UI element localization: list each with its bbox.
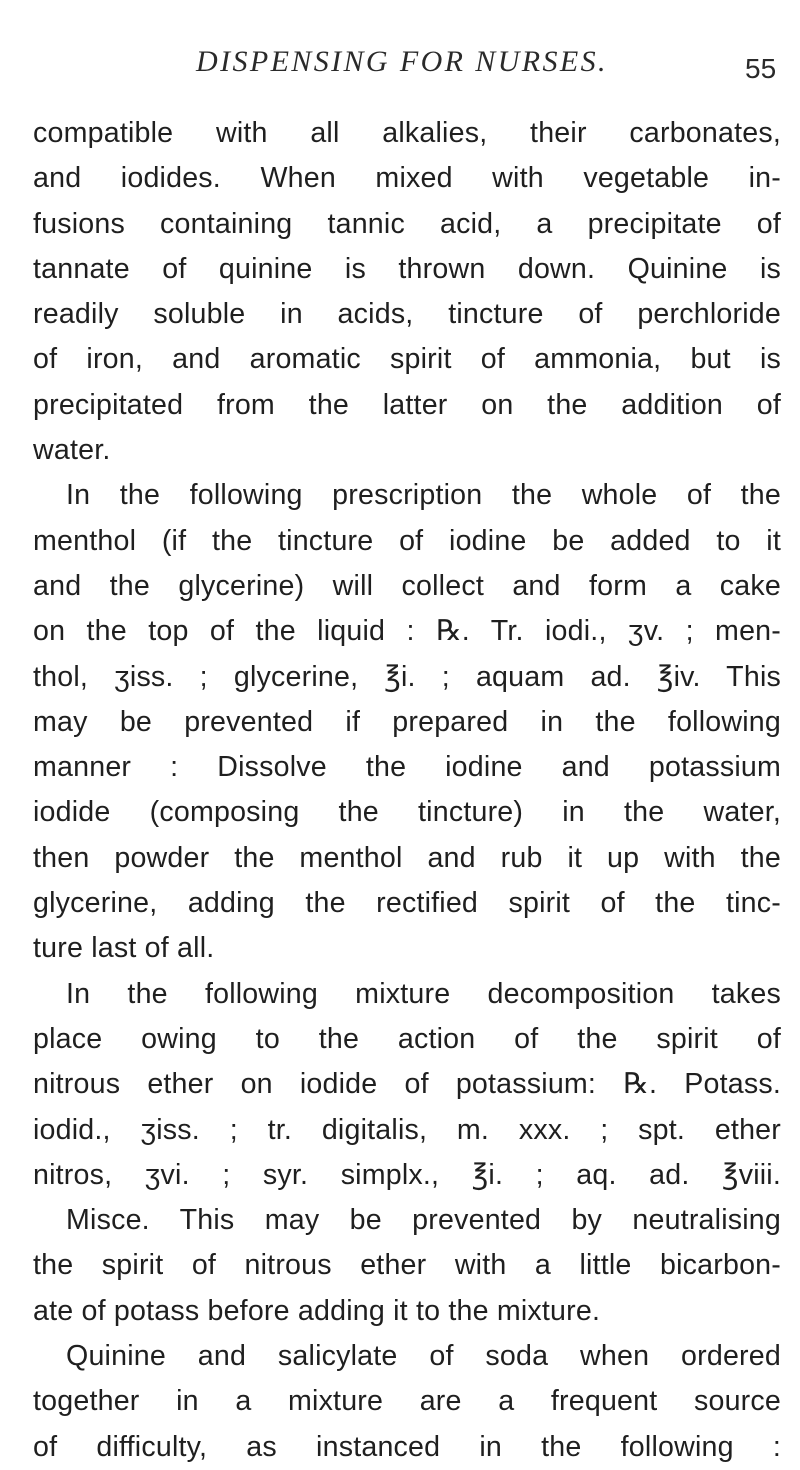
text-line: manner : Dissolve the iodine and potassium — [33, 751, 781, 784]
text-line: together in a mixture are a frequent source — [33, 1385, 781, 1418]
text-line: compatible with all alkalies, their carbonates, — [33, 117, 781, 149]
text-line: iodid., ʒiss. ; tr. digitalis, m. xxx. ; spt. ether — [33, 1113, 781, 1146]
text-line: then powder the menthol and rub it up with the — [33, 841, 781, 874]
text-line: precipitated from the latter on the addition of — [33, 388, 781, 421]
text-line: may be prevented if prepared in the following — [33, 705, 781, 738]
text-line: ate of potass before adding it to the mixture. — [33, 1294, 601, 1327]
text-line: glycerine, adding the rectified spirit of the tinc- — [33, 887, 781, 920]
text-line: ture last of all. — [33, 932, 215, 965]
text-line: thol, ʒiss. ; glycerine, ℥i. ; aquam ad. ℥iv. This — [33, 660, 781, 693]
text-line: on the top of the liquid : ℞. Tr. iodi., ʒv. ; men- — [33, 615, 781, 648]
text-line: fusions containing tannic acid, a precipitate of — [33, 207, 781, 240]
text-line: of difficulty, as instanced in the following : — [33, 1430, 781, 1463]
text-line: iodide (composing the tincture) in the water, — [33, 796, 781, 829]
page-number: 55 — [745, 53, 777, 84]
text-line: In the following prescription the whole of the — [66, 479, 781, 512]
text-line: water. — [33, 434, 111, 467]
text-line: tannate of quinine is thrown down. Quinine is — [33, 252, 781, 285]
text-line: and iodides. When mixed with vegetable in- — [33, 162, 781, 195]
text-line: Quinine and salicylate of soda when ordered — [66, 1340, 781, 1373]
text-line: readily soluble in acids, tincture of perchloride — [33, 298, 781, 331]
running-head: DISPENSING FOR NURSES. — [196, 45, 608, 78]
text-line: In the following mixture decomposition takes — [66, 977, 781, 1010]
text-line: menthol (if the tincture of iodine be added to it — [33, 524, 781, 557]
text-line: nitros, ʒvi. ; syr. simplx., ℥i. ; aq. ad. ℥viii. — [33, 1158, 781, 1191]
text-line: nitrous ether on iodide of potassium: ℞. Potass. — [33, 1068, 781, 1101]
text-line: Misce. This may be prevented by neutralising — [66, 1204, 781, 1237]
body-text — [33, 111, 781, 1470]
text-line: the spirit of nitrous ether with a little bicarbon- — [33, 1249, 781, 1282]
text-line: place owing to the action of the spirit of — [33, 1022, 781, 1055]
page-header — [0, 45, 800, 95]
text-line: of iron, and aromatic spirit of ammonia, but is — [33, 343, 781, 376]
text-line: and the glycerine) will collect and form a cake — [33, 569, 781, 602]
